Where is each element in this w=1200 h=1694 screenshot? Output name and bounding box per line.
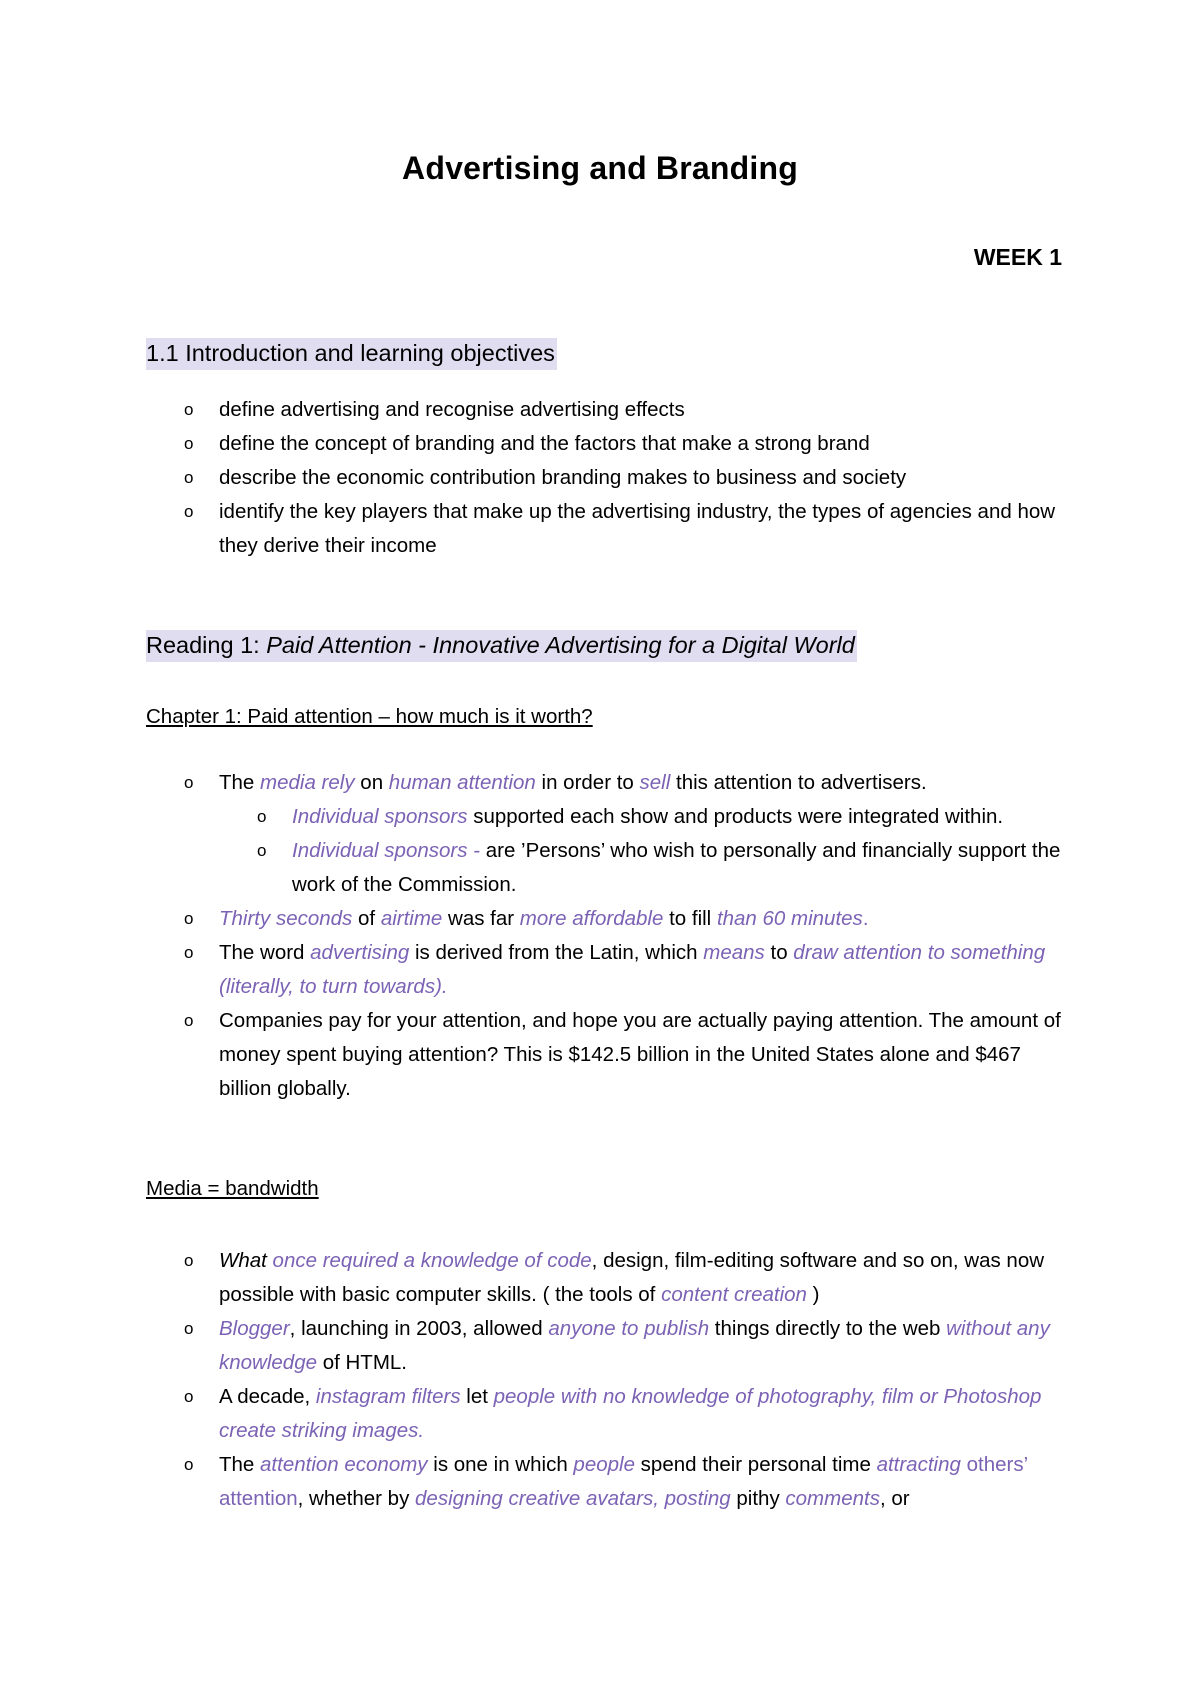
- chapter-heading: Chapter 1: Paid attention – how much is it worth?: [146, 705, 593, 728]
- media-heading: Media = bandwidth: [146, 1177, 319, 1200]
- list-item: o define the concept of branding and the factors that make a strong brand: [146, 427, 1066, 461]
- sub-list-item: o Individual sponsors supported each show and products were integrated within.: [219, 800, 1066, 834]
- list-item: o Thirty seconds of airtime was far more affordable to fill than 60 minutes.: [146, 902, 1066, 936]
- list-item: o What once required a knowledge of code, design, film-editing software and so on, was now possible with basic computer skills. ( the tools of content creation ): [146, 1244, 1066, 1312]
- media-notes-list: [146, 1244, 1066, 1516]
- list-item: o The media rely on human attention in order to sell this attention to advertisers. o Individual sponsors supported each show and products were integrated within. o Individual sponsors - are ’Persons’ who wish to personally and financially support the work of the Commission.: [146, 766, 1066, 902]
- list-item: o define advertising and recognise advertising effects: [146, 393, 1066, 427]
- sub-list: [219, 800, 1066, 902]
- list-item: o Blogger, launching in 2003, allowed anyone to publish things directly to the web without any knowledge of HTML.: [146, 1312, 1066, 1380]
- week-label: WEEK 1: [973, 244, 1062, 270]
- document-title: Advertising and Branding: [402, 150, 798, 186]
- list-item: o identify the key players that make up the advertising industry, the types of agencies and how they derive their income: [146, 495, 1066, 563]
- list-item: o A decade, instagram filters let people with no knowledge of photography, film or Photoshop create striking images.: [146, 1380, 1066, 1448]
- objectives-list: [146, 393, 1066, 563]
- chapter-notes-list: [146, 766, 1066, 1106]
- reading-prefix: Reading 1:: [146, 632, 267, 658]
- sub-list-item: o Individual sponsors - are ’Persons’ who wish to personally and financially support the work of the Commission.: [219, 834, 1066, 902]
- list-item: o The attention economy is one in which people spend their personal time attracting others’ attention, whether by designing creative avatars, posting pithy comments, or: [146, 1448, 1066, 1516]
- reading-title: Paid Attention - Innovative Advertising for a Digital World: [266, 632, 855, 658]
- list-item: o describe the economic contribution branding makes to business and society: [146, 461, 1066, 495]
- section-heading-intro: 1.1 Introduction and learning objectives: [146, 338, 557, 370]
- reading-heading: [146, 630, 857, 662]
- list-item: o The word advertising is derived from the Latin, which means to draw attention to something (literally, to turn towards).: [146, 936, 1066, 1004]
- list-item: o Companies pay for your attention, and hope you are actually paying attention. The amount of money spent buying attention? This is $142.5 billion in the United States alone and $467 billion globally.: [146, 1004, 1066, 1106]
